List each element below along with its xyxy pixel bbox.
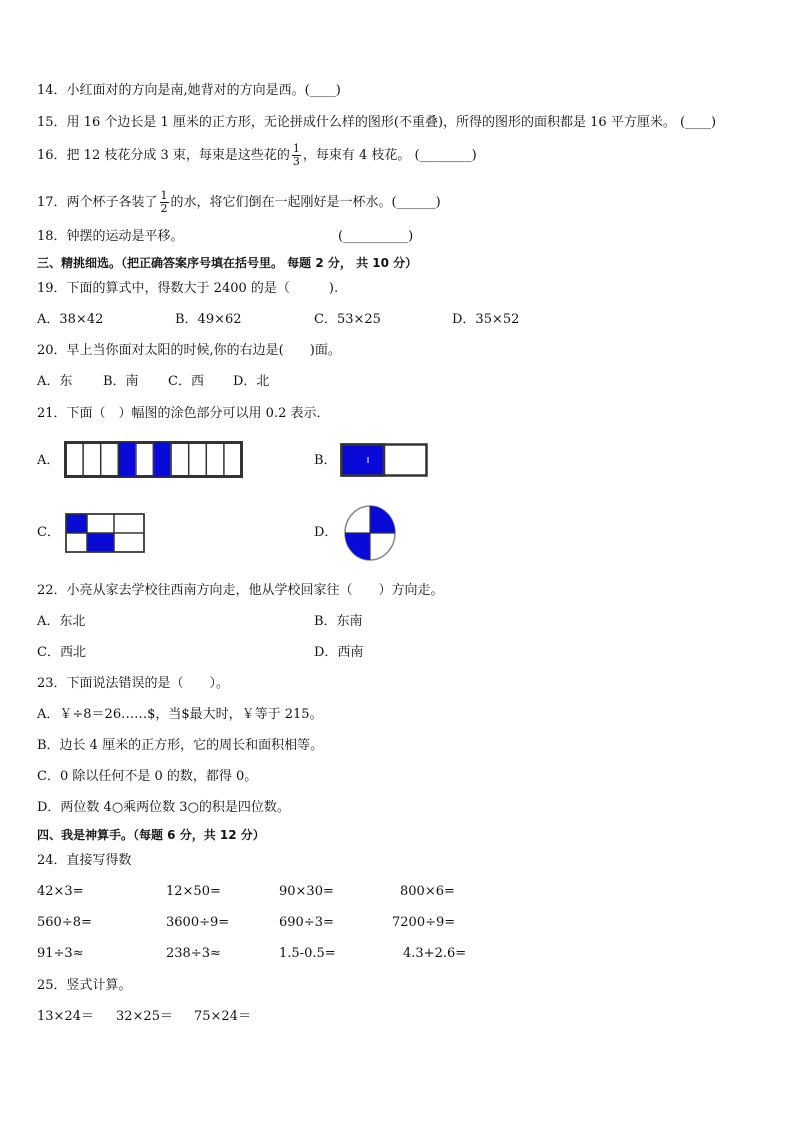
q23-option-c: C．0 除以任何不是 0 的数，都得 0。 [37, 769, 258, 784]
q17-text-post: 的水，将它们倒在一起刚好是一杯水。(______) [170, 195, 441, 210]
question-14: 14．小红面对的方向是南,她背对的方向是西。(____) [37, 83, 341, 98]
figure-d-shaded-sector [370, 506, 395, 533]
question-20: 20．早上当你面对太阳的时候,你的右边是( )面。 [37, 343, 341, 358]
q20-option-b: B．南 [103, 374, 139, 389]
fraction-one-half [160, 190, 169, 215]
q21-figure-c [65, 513, 145, 553]
q19-option-c: C．53×25 [314, 312, 381, 327]
figure-c-shaded-cell [87, 533, 114, 552]
question-24: 24．直接写得数 [37, 853, 132, 868]
question-25: 25．竖式计算。 [37, 978, 132, 993]
q17-text-pre: 17．两个杯子各装了 [37, 195, 158, 210]
q25-item: 13×24＝ [37, 1009, 94, 1024]
q19-option-d: D．35×52 [452, 312, 520, 327]
q21-option-a-label: A． [37, 453, 60, 468]
question-23: 23．下面说法错误的是（ ）。 [37, 676, 230, 691]
q16-text-pre: 16．把 12 枝花分成 3 束，每束是这些花的 [37, 148, 290, 163]
question-15: 15．用 16 个边长是 1 厘米的正方形，无论拼成什么样的图形(不重叠)，所得的图形的面积都是 16 平方厘米。 (____) [37, 115, 717, 130]
q21-option-c-label: C． [37, 525, 60, 540]
q24-item: 238÷3≈ [166, 946, 221, 961]
q24-item: 690÷3= [279, 915, 334, 930]
q23-option-d: D．两位数 4○乘两位数 3○的积是四位数。 [37, 800, 290, 815]
q16-text-post: ，每束有 4 枝花。 (________) [302, 148, 477, 163]
q23-option-b: B．边长 4 厘米的正方形，它的周长和面积相等。 [37, 738, 324, 753]
q19-option-b: B．49×62 [175, 312, 242, 327]
fraction-numerator: 1 [292, 142, 300, 155]
question-19: 19．下面的算式中，得数大于 2400 的是（ ). [37, 281, 339, 296]
figure-c-shaded-cell [66, 514, 87, 533]
figure-a-shaded-cell [118, 443, 136, 477]
q22-option-d: D．西南 [314, 645, 364, 660]
q22-option-c: C．西北 [37, 645, 86, 660]
q24-item: 1.5-0.5= [279, 946, 336, 961]
q19-option-a: A．38×42 [37, 312, 104, 327]
q24-item: 42×3= [37, 884, 84, 899]
q24-item: 4.3+2.6= [403, 946, 467, 961]
q21-figure-b [340, 443, 428, 477]
question-21: 21．下面（ ）幅图的涂色部分可以用 0.2 表示． [37, 406, 330, 421]
fraction-one-third [292, 143, 301, 168]
q24-item: 7200÷9= [392, 915, 456, 930]
section-4-heading: 四、我是神算手。（每题 6 分，共 12 分） [37, 828, 265, 842]
question-16 [37, 143, 477, 168]
question-22: 22．小亮从家去学校往西南方向走，他从学校回家往（ ）方向走。 [37, 583, 444, 598]
q22-option-b: B．东南 [314, 614, 363, 629]
q25-item: 75×24＝ [194, 1009, 251, 1024]
figure-b-shaded-part [342, 445, 385, 476]
q20-option-a: A．东 [37, 374, 73, 389]
q22-option-a: A．东北 [37, 614, 86, 629]
q25-item: 32×25＝ [116, 1009, 173, 1024]
question-17 [37, 190, 441, 215]
question-18-blank: (__________) [338, 229, 414, 244]
q20-option-d: D．北 [233, 374, 270, 389]
q21-figure-a [64, 441, 244, 479]
q23-option-a: A．￥÷8＝26……$，当$最大时，￥等于 215。 [37, 707, 323, 722]
q24-item: 12×50= [166, 884, 221, 899]
q24-item: 90×30= [279, 884, 334, 899]
q24-item: 3600÷9= [166, 915, 230, 930]
q20-option-c: C．西 [168, 374, 204, 389]
fraction-denominator: 3 [292, 155, 300, 168]
q21-figure-d [343, 504, 397, 562]
fraction-numerator: 1 [160, 189, 168, 202]
section-3-heading: 三、精挑细选。（把正确答案序号填在括号里。 每题 2 分， 共 10 分） [37, 256, 418, 270]
figure-a-shaded-cell [153, 443, 171, 477]
fraction-denominator: 2 [160, 202, 168, 215]
q24-item: 91÷3≈ [37, 946, 84, 961]
q21-option-d-label: D． [314, 525, 338, 540]
figure-d-shaded-sector [345, 533, 370, 560]
q21-option-b-label: B． [314, 453, 337, 468]
question-18: 18．钟摆的运动是平移。 [37, 229, 184, 244]
q24-item: 800×6= [400, 884, 455, 899]
q24-item: 560÷8= [37, 915, 92, 930]
